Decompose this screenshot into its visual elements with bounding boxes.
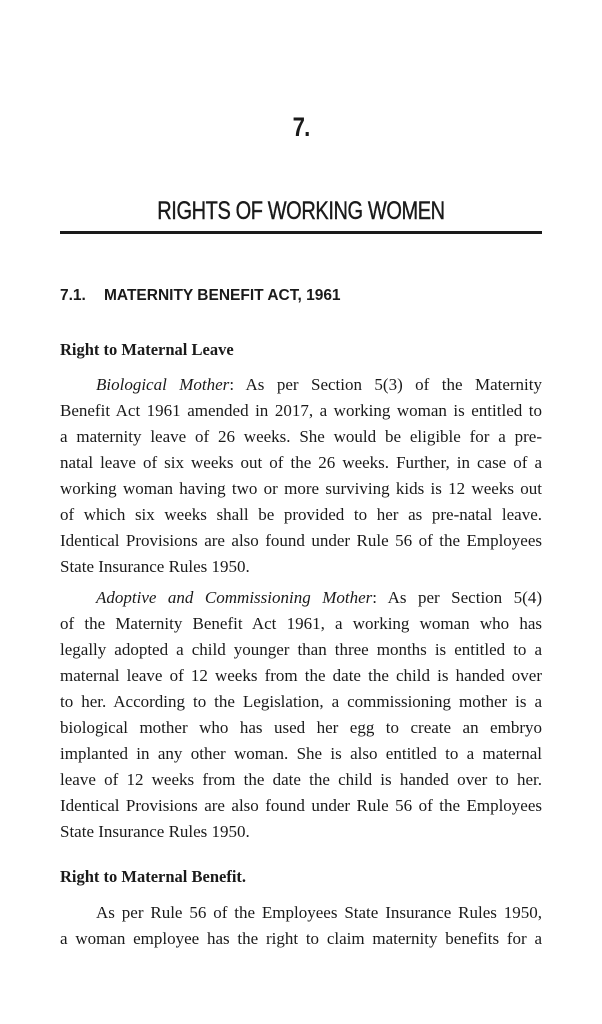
subheading-maternal-benefit: Right to Maternal Benefit.	[60, 867, 247, 886]
paragraph-line: State Insurance Rules 1950.	[60, 822, 250, 841]
paragraph-line: As per Rule 56 of the Employees State Insurance Rules 1950,	[96, 903, 542, 922]
paragraph-line: legally adopted a child younger than three months is entitled to a	[60, 640, 542, 659]
italic-lead: Biological Mother	[96, 375, 230, 394]
paragraph-line: Biological Mother: As per Section 5(3) of the Maternity	[96, 375, 542, 394]
paragraph-line: natal leave of six weeks out of the 26 weeks. Further, in case of a	[60, 453, 542, 472]
section-number: 7.1.	[60, 287, 86, 304]
paragraph-line: implanted in any other woman. She is also entitled to a maternal	[60, 744, 542, 763]
paragraph-line: State Insurance Rules 1950.	[60, 557, 250, 576]
paragraph-line: Identical Provisions are also found under Rule 56 of the Employees	[60, 796, 542, 815]
chapter-title: RIGHTS OF WORKING WOMEN	[157, 197, 445, 225]
paragraph-line: of which six weeks shall be provided to her as pre-natal leave.	[60, 505, 542, 524]
subheading-maternal-leave: Right to Maternal Leave	[60, 340, 234, 359]
paragraph-line: leave of 12 weeks from the date the child is handed over to her.	[60, 770, 542, 789]
paragraph-line: Identical Provisions are also found under Rule 56 of the Employees	[60, 531, 542, 550]
paragraph-line: working woman having two or more surviving kids is 12 weeks out	[60, 479, 542, 498]
paragraph-line: a woman employee has the right to claim maternity benefits for a	[60, 929, 542, 948]
section-heading	[60, 287, 341, 305]
chapter-number: 7.	[292, 112, 310, 142]
paragraph-line: Adoptive and Commissioning Mother: As per Section 5(4)	[96, 588, 542, 607]
paragraph-line: to her. According to the Legislation, a commissioning mother is a	[60, 692, 542, 711]
italic-lead: Adoptive and Commissioning Mother	[96, 588, 373, 607]
title-underline-rule	[60, 231, 542, 234]
paragraph-line: biological mother who has used her egg to create an embryo	[60, 718, 542, 737]
paragraph-line: Benefit Act 1961 amended in 2017, a working woman is entitled to	[60, 401, 542, 420]
paragraph-line: a maternity leave of 26 weeks. She would be eligible for a pre-	[60, 427, 542, 446]
paragraph-line: of the Maternity Benefit Act 1961, a working woman who has	[60, 614, 542, 633]
section-title: MATERNITY BENEFIT ACT, 1961	[104, 287, 341, 304]
paragraph-line: maternal leave of 12 weeks from the date the child is handed over	[60, 666, 542, 685]
